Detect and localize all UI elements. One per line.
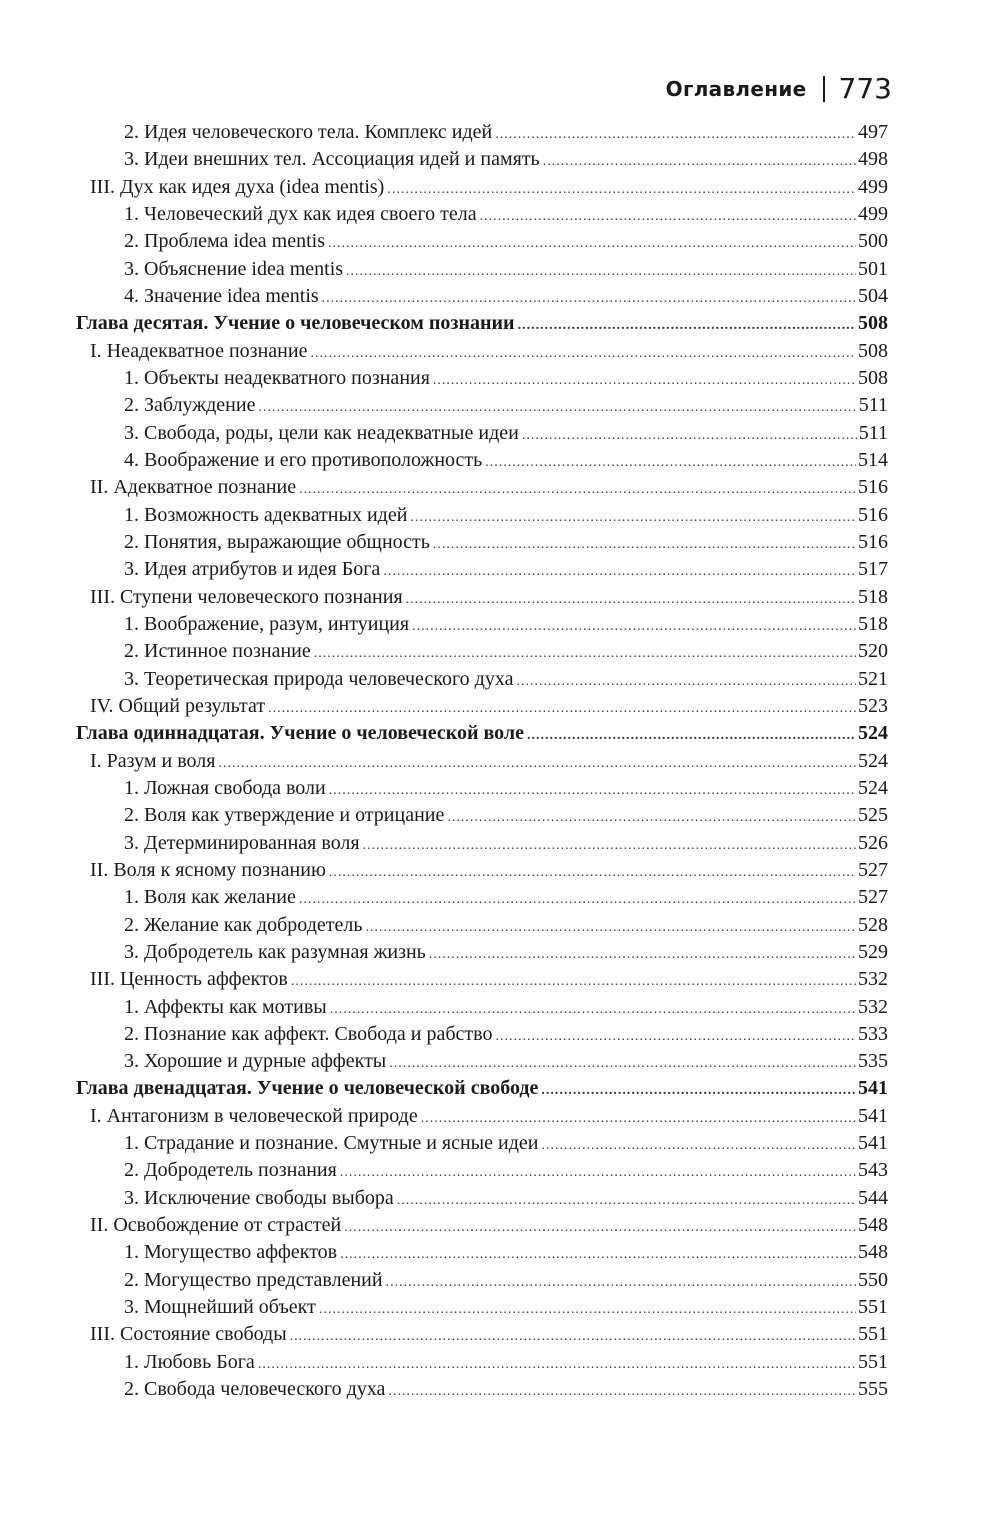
toc-entry-title: 2. Свобода человеческого духа <box>124 1378 386 1401</box>
dot-leader <box>290 1323 856 1348</box>
toc-entry-page: 508 <box>858 339 888 362</box>
toc-section-entry <box>76 174 888 201</box>
toc-entry-title: II. Адекватное познание <box>90 476 297 499</box>
toc-subsection-entry <box>76 1185 888 1212</box>
toc-entry-page: 523 <box>858 694 888 717</box>
dot-leader <box>495 1023 856 1048</box>
toc-subsection-entry <box>76 1048 888 1075</box>
toc-entry-title: II. Воля к ясному познанию <box>90 858 326 881</box>
toc-section-entry <box>76 748 888 775</box>
toc-entry-title: 3. Идея атрибутов и идея Бога <box>124 558 381 581</box>
toc-entry-page: 555 <box>858 1378 888 1401</box>
running-header <box>666 72 892 105</box>
toc-entry-page: 550 <box>858 1268 888 1291</box>
toc-entry-page: 526 <box>858 831 888 854</box>
toc-entry-title: 1. Возможность адекватных идей <box>124 503 408 526</box>
dot-leader <box>330 996 856 1021</box>
toc-entry-page: 543 <box>858 1159 888 1182</box>
toc-entry-title: II. Освобождение от страстей <box>90 1214 342 1237</box>
toc-entry-title: Глава двенадцатая. Учение о человеческой свободе <box>76 1077 539 1100</box>
dot-leader <box>406 586 856 611</box>
toc-entry-page: 551 <box>858 1296 888 1319</box>
toc-chapter-entry <box>76 310 888 337</box>
dot-leader <box>541 1132 856 1157</box>
toc-entry-page: 520 <box>858 640 888 663</box>
toc-entry-page: 548 <box>858 1241 888 1264</box>
toc-subsection-entry <box>76 1130 888 1157</box>
toc-entry-page: 504 <box>858 284 888 307</box>
toc-subsection-entry <box>76 1294 888 1321</box>
toc-entry-title: 1. Страдание и познание. Смутные и ясные идеи <box>124 1132 539 1155</box>
toc-subsection-entry <box>76 228 888 255</box>
toc-subsection-entry <box>76 1021 888 1048</box>
toc-subsection-entry <box>76 1349 888 1376</box>
toc-entry-title: 2. Истинное познание <box>124 640 311 663</box>
section-title: Оглавление <box>665 76 807 101</box>
dot-leader <box>480 203 856 228</box>
dot-leader <box>319 1296 856 1321</box>
toc-entry-title: 3. Хорошие и дурные аффекты <box>124 1050 387 1073</box>
toc-entry-page: 533 <box>858 1022 888 1045</box>
toc-entry-page: 535 <box>858 1050 888 1073</box>
toc-subsection-entry <box>76 420 888 447</box>
dot-leader <box>322 285 856 310</box>
toc-entry-title: 3. Исключение свободы выбора <box>124 1186 394 1209</box>
toc-subsection-entry <box>76 392 888 419</box>
header-divider <box>823 76 825 102</box>
dot-leader <box>522 422 857 447</box>
toc-subsection-entry <box>76 119 888 146</box>
toc-subsection-entry <box>76 1376 888 1403</box>
toc-subsection-entry <box>76 447 888 474</box>
dot-leader <box>388 1378 856 1403</box>
toc-entry-page: 518 <box>858 585 888 608</box>
toc-entry-page: 524 <box>858 749 888 772</box>
toc-entry-title: 3. Свобода, роды, цели как неадекватные идеи <box>124 421 519 444</box>
toc-entry-page: 508 <box>858 312 888 335</box>
dot-leader <box>410 504 856 529</box>
toc-entry-page: 511 <box>858 421 888 444</box>
toc-entry-page: 551 <box>858 1350 888 1373</box>
toc-entry-title: 3. Объяснение idea mentis <box>124 257 344 280</box>
toc-entry-page: 551 <box>858 1323 888 1346</box>
toc-entry-page: 527 <box>858 886 888 909</box>
toc-entry-title: 2. Познание как аффект. Свобода и рабство <box>124 1022 493 1045</box>
dot-leader <box>527 722 856 747</box>
dot-leader <box>429 941 856 966</box>
toc-entry-page: 548 <box>858 1214 888 1237</box>
toc-entry-title: 2. Могущество представлений <box>124 1268 383 1291</box>
toc-subsection-entry <box>76 365 888 392</box>
toc-entry-title: 3. Теоретическая природа человеческого духа <box>124 667 514 690</box>
toc-section-entry <box>76 474 888 501</box>
toc-entry-page: 516 <box>858 476 888 499</box>
toc-entry-title: 1. Воля как желание <box>124 886 296 909</box>
toc-entry-page: 527 <box>858 858 888 881</box>
toc-subsection-entry <box>76 502 888 529</box>
dot-leader <box>218 750 856 775</box>
toc-entry-page: 501 <box>858 257 888 280</box>
toc-subsection-entry <box>76 912 888 939</box>
dot-leader <box>495 121 856 146</box>
toc-entry-title: 1. Ложная свобода воли <box>124 776 326 799</box>
toc-entry-page: 541 <box>858 1132 888 1155</box>
toc-entry-page: 514 <box>858 448 888 471</box>
toc-entry-page: 541 <box>858 1077 888 1100</box>
toc-entry-title: I. Разум и воля <box>90 749 216 772</box>
toc-chapter-entry <box>76 1075 888 1102</box>
toc-entry-page: 517 <box>858 558 888 581</box>
toc-subsection-entry <box>76 611 888 638</box>
toc-subsection-entry <box>76 638 888 665</box>
toc-entry-page: 528 <box>858 913 888 936</box>
toc-section-entry <box>76 1321 888 1348</box>
dot-leader <box>541 1077 856 1102</box>
toc-entry-title: 3. Мощнейший объект <box>124 1296 316 1319</box>
toc-section-entry <box>76 1212 888 1239</box>
toc-entry-page: 525 <box>858 804 888 827</box>
toc-subsection-entry <box>76 775 888 802</box>
toc-entry-title: 1. Объекты неадекватного познания <box>124 366 430 389</box>
dot-leader <box>258 394 856 419</box>
toc-subsection-entry <box>76 666 888 693</box>
toc-section-entry <box>76 693 888 720</box>
dot-leader <box>412 613 856 638</box>
toc-entry-page: 532 <box>858 968 888 991</box>
dot-leader <box>299 886 856 911</box>
dot-leader <box>516 668 856 693</box>
toc-entry-page: 544 <box>858 1186 888 1209</box>
dot-leader <box>344 1214 856 1239</box>
dot-leader <box>365 914 856 939</box>
dot-leader <box>314 640 856 665</box>
toc-entry-title: 1. Человеческий дух как идея своего тела <box>124 202 477 225</box>
toc-entry-page: 518 <box>858 612 888 635</box>
toc-entry-title: III. Ступени человеческого познания <box>90 585 403 608</box>
toc-entry-page: 524 <box>858 722 888 745</box>
toc-entry-title: 2. Проблема idea mentis <box>124 230 326 253</box>
dot-leader <box>433 531 856 556</box>
toc-entry-title: 3. Детерминированная воля <box>124 831 360 854</box>
toc-entry-title: 2. Добродетель познания <box>124 1159 337 1182</box>
dot-leader <box>268 695 856 720</box>
toc-entry-title: 1. Аффекты как мотивы <box>124 995 327 1018</box>
toc-entry-title: 4. Значение idea mentis <box>124 284 319 307</box>
toc-entry-title: 1. Любовь Бога <box>124 1350 255 1373</box>
toc-subsection-entry <box>76 994 888 1021</box>
toc-entry-page: 516 <box>858 503 888 526</box>
toc-entry-page: 541 <box>858 1104 888 1127</box>
toc-section-entry <box>76 966 888 993</box>
toc-entry-page: 499 <box>858 175 888 198</box>
toc-entry-title: 3. Добродетель как разумная жизнь <box>124 940 426 963</box>
toc-entry-title: 4. Воображение и его противоположность <box>124 448 483 471</box>
dot-leader <box>447 804 856 829</box>
table-of-contents <box>76 119 888 1403</box>
toc-entry-page: 498 <box>858 148 888 171</box>
toc-subsection-entry <box>76 939 888 966</box>
dot-leader <box>363 832 856 857</box>
toc-subsection-entry <box>76 1239 888 1266</box>
page-number: 773 <box>838 72 892 105</box>
toc-subsection-entry <box>76 1157 888 1184</box>
toc-subsection-entry <box>76 830 888 857</box>
toc-subsection-entry <box>76 146 888 173</box>
dot-leader <box>299 476 856 501</box>
toc-entry-page: 500 <box>858 230 888 253</box>
toc-subsection-entry <box>76 1267 888 1294</box>
toc-subsection-entry <box>76 802 888 829</box>
toc-entry-title: 2. Понятия, выражающие общность <box>124 530 430 553</box>
toc-entry-title: 2. Идея человеческого тела. Комплекс идей <box>124 121 493 143</box>
toc-entry-title: 1. Могущество аффектов <box>124 1241 338 1264</box>
dot-leader <box>291 968 856 993</box>
toc-entry-title: III. Ценность аффектов <box>90 968 288 991</box>
toc-entry-title: Глава одиннадцатая. Учение о человеческой воле <box>76 722 524 745</box>
dot-leader <box>543 148 856 173</box>
toc-entry-page: 511 <box>858 394 888 417</box>
dot-leader <box>258 1351 856 1376</box>
toc-entry-title: Глава десятая. Учение о человеческом познании <box>76 312 515 335</box>
toc-entry-title: III. Дух как идея духа (idea mentis) <box>90 175 385 198</box>
dot-leader <box>386 1269 856 1294</box>
dot-leader <box>346 258 856 283</box>
toc-subsection-entry <box>76 529 888 556</box>
dot-leader <box>397 1187 856 1212</box>
dot-leader <box>310 340 856 365</box>
dot-leader <box>340 1241 856 1266</box>
toc-subsection-entry <box>76 556 888 583</box>
toc-subsection-entry <box>76 256 888 283</box>
toc-entry-page: 524 <box>858 776 888 799</box>
toc-entry-page: 532 <box>858 995 888 1018</box>
toc-chapter-entry <box>76 720 888 747</box>
toc-subsection-entry <box>76 201 888 228</box>
toc-entry-title: 2. Желание как добродетель <box>124 913 363 936</box>
toc-entry-title: III. Состояние свободы <box>90 1323 287 1346</box>
dot-leader <box>340 1159 856 1184</box>
dot-leader <box>389 1050 856 1075</box>
toc-subsection-entry <box>76 283 888 310</box>
dot-leader <box>328 230 856 255</box>
dot-leader <box>329 777 856 802</box>
toc-entry-page: 497 <box>858 121 888 143</box>
toc-entry-title: 2. Воля как утверждение и отрицание <box>124 804 445 827</box>
toc-entry-page: 516 <box>858 530 888 553</box>
toc-entry-title: 3. Идеи внешних тел. Ассоциация идей и память <box>124 148 540 171</box>
toc-entry-page: 529 <box>858 940 888 963</box>
dot-leader <box>387 176 856 201</box>
toc-section-entry <box>76 1103 888 1130</box>
toc-section-entry <box>76 857 888 884</box>
dot-leader <box>383 558 856 583</box>
toc-entry-title: IV. Общий результат <box>90 694 266 717</box>
toc-entry-title: 2. Заблуждение <box>124 394 256 417</box>
toc-section-entry <box>76 338 888 365</box>
toc-subsection-entry <box>76 884 888 911</box>
toc-entry-page: 499 <box>858 202 888 225</box>
toc-entry-page: 521 <box>858 667 888 690</box>
toc-entry-title: I. Неадекватное познание <box>90 339 308 362</box>
dot-leader <box>421 1105 856 1130</box>
toc-entry-title: 1. Воображение, разум, интуиция <box>124 612 410 635</box>
toc-section-entry <box>76 584 888 611</box>
toc-entry-page: 508 <box>858 366 888 389</box>
dot-leader <box>433 367 856 392</box>
dot-leader <box>518 312 856 337</box>
dot-leader <box>485 449 856 474</box>
toc-entry-title: I. Антагонизм в человеческой природе <box>90 1104 418 1127</box>
dot-leader <box>329 859 856 884</box>
